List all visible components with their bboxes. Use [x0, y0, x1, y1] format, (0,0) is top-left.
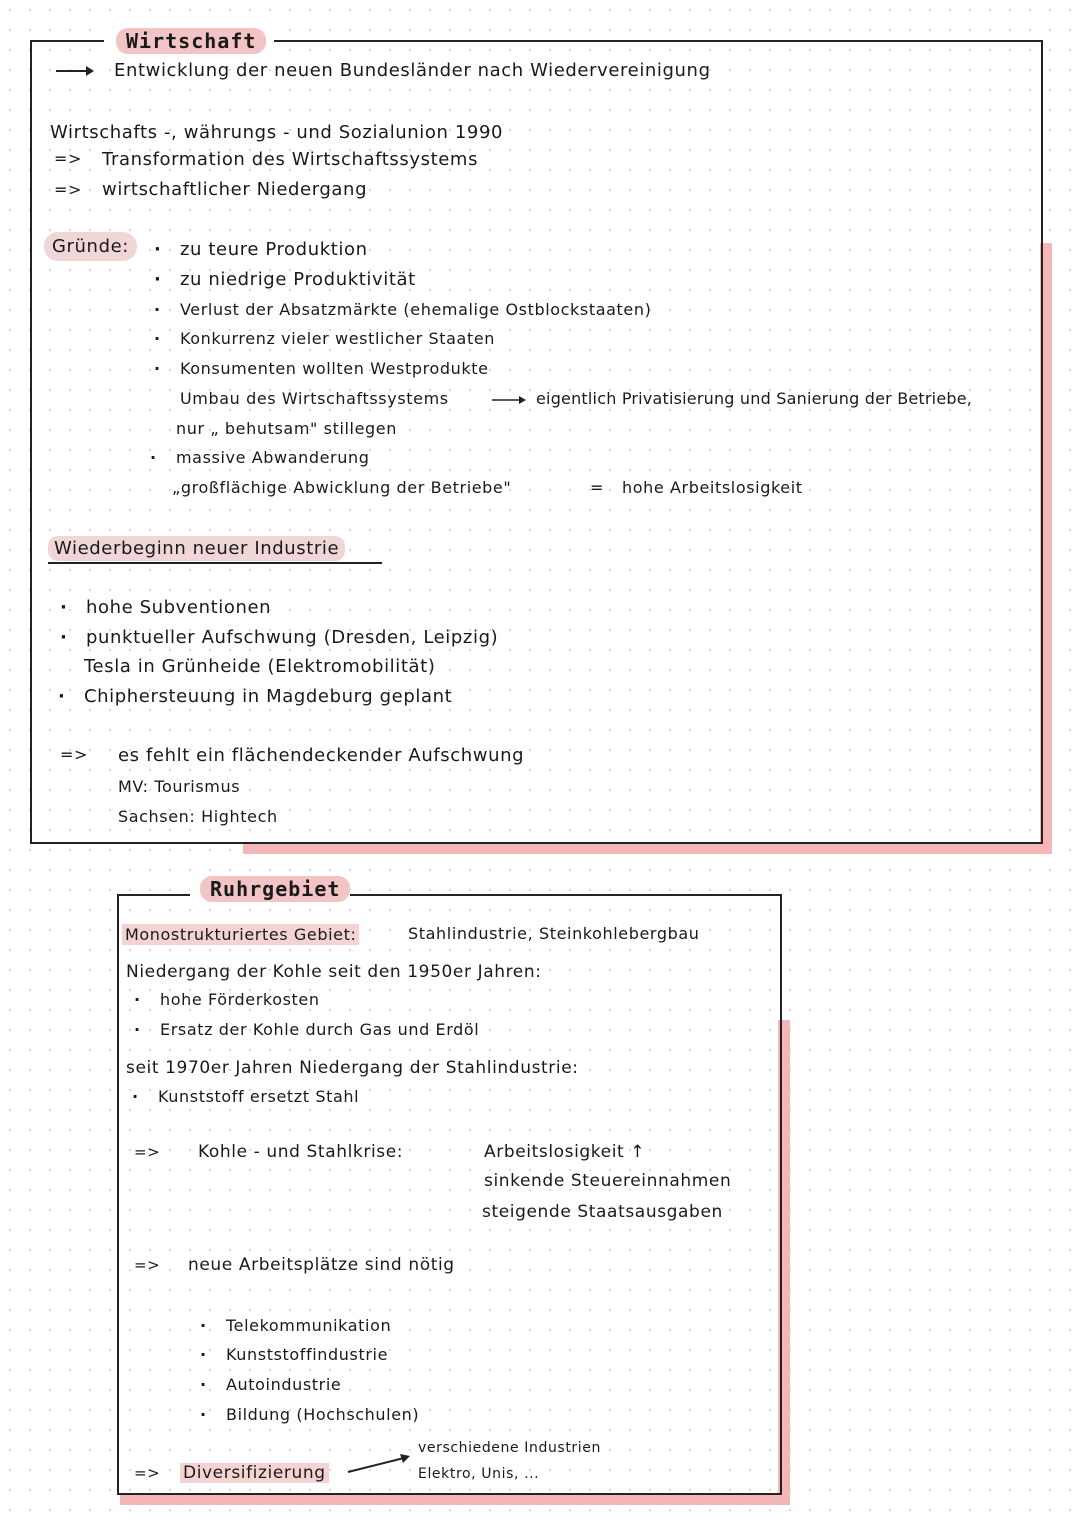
kohle-1: · hohe Förderkosten	[160, 990, 320, 1009]
ruhrgebiet-box	[117, 894, 782, 1495]
umbau-left: Umbau des Wirtschaftssystems	[180, 389, 449, 408]
kohle-2: · Ersatz der Kohle durch Gas und Erdöl	[160, 1020, 479, 1039]
gruende-label: Gründe:	[44, 232, 137, 261]
div-detail-2: Elektro, Unis, ...	[418, 1466, 540, 1482]
neue-arbeitsplaetze: neue Arbeitsplätze sind nötig	[188, 1255, 455, 1275]
grund-5: · Konsumenten wollten Westprodukte	[180, 359, 489, 378]
abwicklung-quote: „großflächige Abwicklung der Betriebe"	[172, 478, 512, 497]
diversifizierung: Diversifizierung	[180, 1463, 329, 1483]
wirtschaft-subtitle: Entwicklung der neuen Bundesländer nach Wiedervereinigung	[114, 60, 711, 81]
implies-arrow-2: =>	[54, 180, 83, 199]
krise-effect-2: sinkende Steuereinnahmen	[484, 1171, 732, 1191]
implies-1: Transformation des Wirtschaftssystems	[102, 149, 479, 170]
grund-4: · Konkurrenz vieler westlicher Staaten	[180, 329, 495, 348]
implies-arrow-1: =>	[54, 149, 83, 168]
umbau-line2: nur „ behutsam" stillegen	[176, 419, 397, 438]
ruhrgebiet-title: Ruhrgebiet	[200, 876, 350, 902]
grund-3: · Verlust der Absatzmärkte (ehemalige Ostblockstaaten)	[180, 300, 651, 319]
abwicklung-equals: =	[590, 478, 605, 497]
stahl-1: · Kunststoff ersetzt Stahl	[158, 1087, 359, 1106]
branche-4: · Bildung (Hochschulen)	[226, 1405, 419, 1424]
wiederbeginn-3: Tesla in Grünheide (Elektromobilität)	[84, 656, 436, 677]
abwicklung-result: hohe Arbeitslosigkeit	[622, 478, 803, 497]
arrow-right-icon	[56, 64, 96, 78]
krise-label: Kohle - und Stahlkrise:	[198, 1142, 404, 1162]
grund-2: · zu niedrige Produktivität	[180, 269, 416, 290]
krise-effect-3: steigende Staatsausgaben	[482, 1202, 723, 1222]
wiederbeginn-1: · hohe Subventionen	[86, 597, 271, 618]
wiederbeginn-2: · punktueller Aufschwung (Dresden, Leipzig)	[86, 627, 498, 648]
fazit-2: MV: Tourismus	[118, 777, 241, 796]
branche-1: · Telekommunikation	[226, 1316, 391, 1335]
krise-arrow: =>	[134, 1143, 161, 1161]
neue-arrow: =>	[134, 1256, 161, 1274]
abwanderung: · massive Abwanderung	[176, 448, 369, 467]
arrow-up-right-icon	[346, 1452, 412, 1476]
wiederbeginn-heading: Wiederbeginn neuer Industrie	[48, 536, 345, 561]
mono-value: Stahlindustrie, Steinkohlebergbau	[408, 924, 700, 943]
div-detail-1: verschiedene Industrien	[418, 1440, 601, 1456]
branche-2: · Kunststoffindustrie	[226, 1345, 388, 1364]
umbau-right: eigentlich Privatisierung und Sanierung der Betriebe,	[536, 389, 973, 408]
heading-underline	[48, 562, 382, 564]
div-arrow: =>	[134, 1464, 161, 1482]
fazit-3: Sachsen: Hightech	[118, 807, 278, 826]
arrow-right-icon-2	[492, 394, 528, 406]
wirtschaft-title: Wirtschaft	[116, 28, 266, 54]
wiederbeginn-4: · Chiphersteuung in Magdeburg geplant	[84, 686, 452, 707]
kohle-heading: Niedergang der Kohle seit den 1950er Jahren:	[126, 962, 542, 982]
mono-label: Monostrukturiertes Gebiet:	[122, 924, 359, 945]
grund-1: · zu teure Produktion	[180, 239, 368, 260]
fazit-1: es fehlt ein flächendeckender Aufschwung	[118, 745, 525, 766]
stahl-heading: seit 1970er Jahren Niedergang der Stahlindustrie:	[126, 1058, 579, 1078]
krise-effect-1: Arbeitslosigkeit ↑	[484, 1142, 646, 1162]
implies-2: wirtschaftlicher Niedergang	[102, 179, 368, 200]
branche-3: · Autoindustrie	[226, 1375, 341, 1394]
fazit-arrow: =>	[60, 745, 89, 764]
union-line: Wirtschafts -, währungs - und Sozialunion 1990	[50, 122, 504, 143]
